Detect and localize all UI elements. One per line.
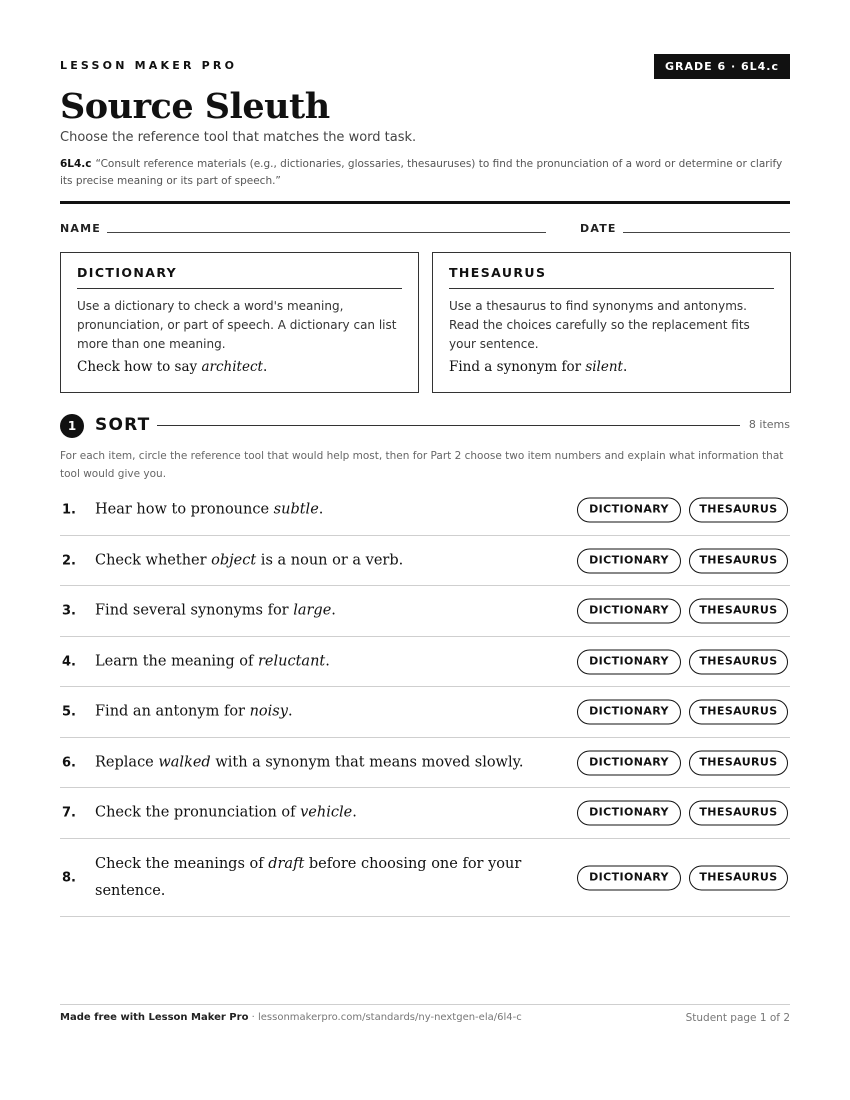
footer-divider — [60, 1004, 790, 1005]
item-number: 6. — [62, 755, 76, 770]
item-prompt: Check whether object is a noun or a verb. — [95, 552, 404, 568]
thesaurus-choice-button[interactable]: THESAURUS — [689, 548, 788, 573]
item-list — [60, 485, 790, 917]
item-number: 8. — [62, 870, 76, 885]
page-title: Source Sleuth — [60, 86, 330, 127]
date-field[interactable] — [623, 232, 790, 233]
section-number: 1 — [60, 414, 84, 438]
item-target-word: reluctant — [257, 653, 326, 669]
name-field[interactable] — [107, 232, 546, 233]
thesaurus-task-word: silent — [585, 359, 623, 375]
list-item — [60, 586, 790, 637]
footer-brand: Made free with Lesson Maker Pro — [60, 1012, 249, 1023]
thesaurus-choice-button[interactable]: THESAURUS — [689, 801, 788, 826]
standard-statement — [60, 156, 790, 190]
thesaurus-choice-button[interactable]: THESAURUS — [689, 599, 788, 624]
dictionary-choice-button[interactable]: DICTIONARY — [577, 750, 681, 775]
dictionary-choice-button[interactable]: DICTIONARY — [577, 548, 681, 573]
header-divider — [60, 201, 790, 204]
page-subtitle: Choose the reference tool that matches the word task. — [60, 130, 417, 145]
item-target-word: draft — [268, 855, 305, 872]
item-prompt: Learn the meaning of reluctant. — [95, 653, 330, 669]
item-prompt: Check the meanings of draft before choosing one for your sentence. — [95, 855, 522, 899]
item-number: 5. — [62, 704, 76, 720]
list-item — [60, 839, 790, 917]
list-item — [60, 485, 790, 536]
list-item — [60, 788, 790, 839]
thesaurus-choice-button[interactable]: THESAURUS — [689, 750, 788, 775]
item-prompt: Hear how to pronounce subtle. — [95, 501, 324, 518]
dictionary-task-word: architect — [201, 359, 263, 375]
list-item — [60, 536, 790, 586]
footer-url[interactable]: lessonmakerpro.com/standards/ny-nextgen-ela/6l4-c — [257, 1012, 522, 1023]
section-divider — [157, 425, 740, 426]
item-prompt: Replace walked with a synonym that means moved slowly. — [95, 754, 524, 770]
list-item — [60, 687, 790, 738]
thesaurus-choice-button[interactable]: THESAURUS — [689, 700, 788, 725]
dictionary-card-title: DICTIONARY — [77, 265, 402, 289]
list-item — [60, 738, 790, 788]
thesaurus-card-text: Use a thesaurus to find synonyms and antonyms. Read the choices carefully so the replacement fits your sentence. — [449, 299, 750, 351]
thesaurus-choice-button[interactable]: THESAURUS — [689, 649, 788, 674]
dictionary-card-text: Use a dictionary to check a word's meaning, pronunciation, or part of speech. A dictionary can list more than one meaning. — [77, 299, 397, 351]
section-title: SORT — [95, 415, 151, 435]
item-number: 3. — [62, 603, 76, 619]
standard-code: 6L4.c — [60, 158, 92, 170]
dictionary-choice-button[interactable]: DICTIONARY — [577, 700, 681, 725]
dictionary-choice-button[interactable]: DICTIONARY — [577, 599, 681, 624]
grade-badge: GRADE 6 · 6L4.c — [654, 54, 790, 79]
item-target-word: walked — [158, 754, 211, 770]
item-prompt: Check the pronunciation of vehicle. — [95, 804, 357, 821]
item-number: 7. — [62, 805, 76, 821]
item-number: 4. — [62, 654, 76, 669]
item-target-word: large — [293, 602, 332, 619]
brand-name: LESSON MAKER PRO — [60, 59, 238, 72]
list-item — [60, 637, 790, 687]
section-header — [60, 414, 790, 438]
dictionary-card — [60, 252, 419, 393]
standard-text: “Consult reference materials (e.g., dictionaries, glossaries, thesauruses) to find the pronunciation of a word or determine or clarify its precise meaning or its part of speech.” — [60, 158, 783, 187]
thesaurus-card-task: Find a synonym for silent. — [449, 359, 628, 375]
dictionary-choice-button[interactable]: DICTIONARY — [577, 801, 681, 826]
footer-credit: Made free with Lesson Maker Pro · lessonmakerpro.com/standards/ny-nextgen-ela/6l4-c — [60, 1012, 522, 1023]
thesaurus-choice-button[interactable]: THESAURUS — [689, 498, 788, 523]
item-target-word: vehicle — [300, 804, 353, 821]
date-label: DATE — [580, 222, 617, 235]
dictionary-choice-button[interactable]: DICTIONARY — [577, 498, 681, 523]
page-number: Student page 1 of 2 — [685, 1012, 790, 1024]
section-instructions: For each item, circle the reference tool that would help most, then for Part 2 choose two item numbers and explain what information that tool would give you. — [60, 450, 784, 480]
thesaurus-card — [432, 252, 791, 393]
dictionary-card-task: Check how to say architect. — [77, 359, 268, 375]
item-target-word: noisy — [249, 703, 288, 720]
thesaurus-card-title: THESAURUS — [449, 265, 774, 289]
item-count: 8 items — [748, 418, 790, 431]
item-target-word: subtle — [273, 501, 319, 518]
name-label: NAME — [60, 222, 101, 235]
item-prompt: Find several synonyms for large. — [95, 602, 336, 619]
item-target-word: object — [211, 552, 257, 568]
dictionary-choice-button[interactable]: DICTIONARY — [577, 865, 681, 890]
item-number: 1. — [62, 502, 76, 518]
thesaurus-choice-button[interactable]: THESAURUS — [689, 865, 788, 890]
dictionary-choice-button[interactable]: DICTIONARY — [577, 649, 681, 674]
item-number: 2. — [62, 553, 76, 568]
worksheet-page — [60, 0, 790, 1100]
item-prompt: Find an antonym for noisy. — [95, 703, 293, 720]
